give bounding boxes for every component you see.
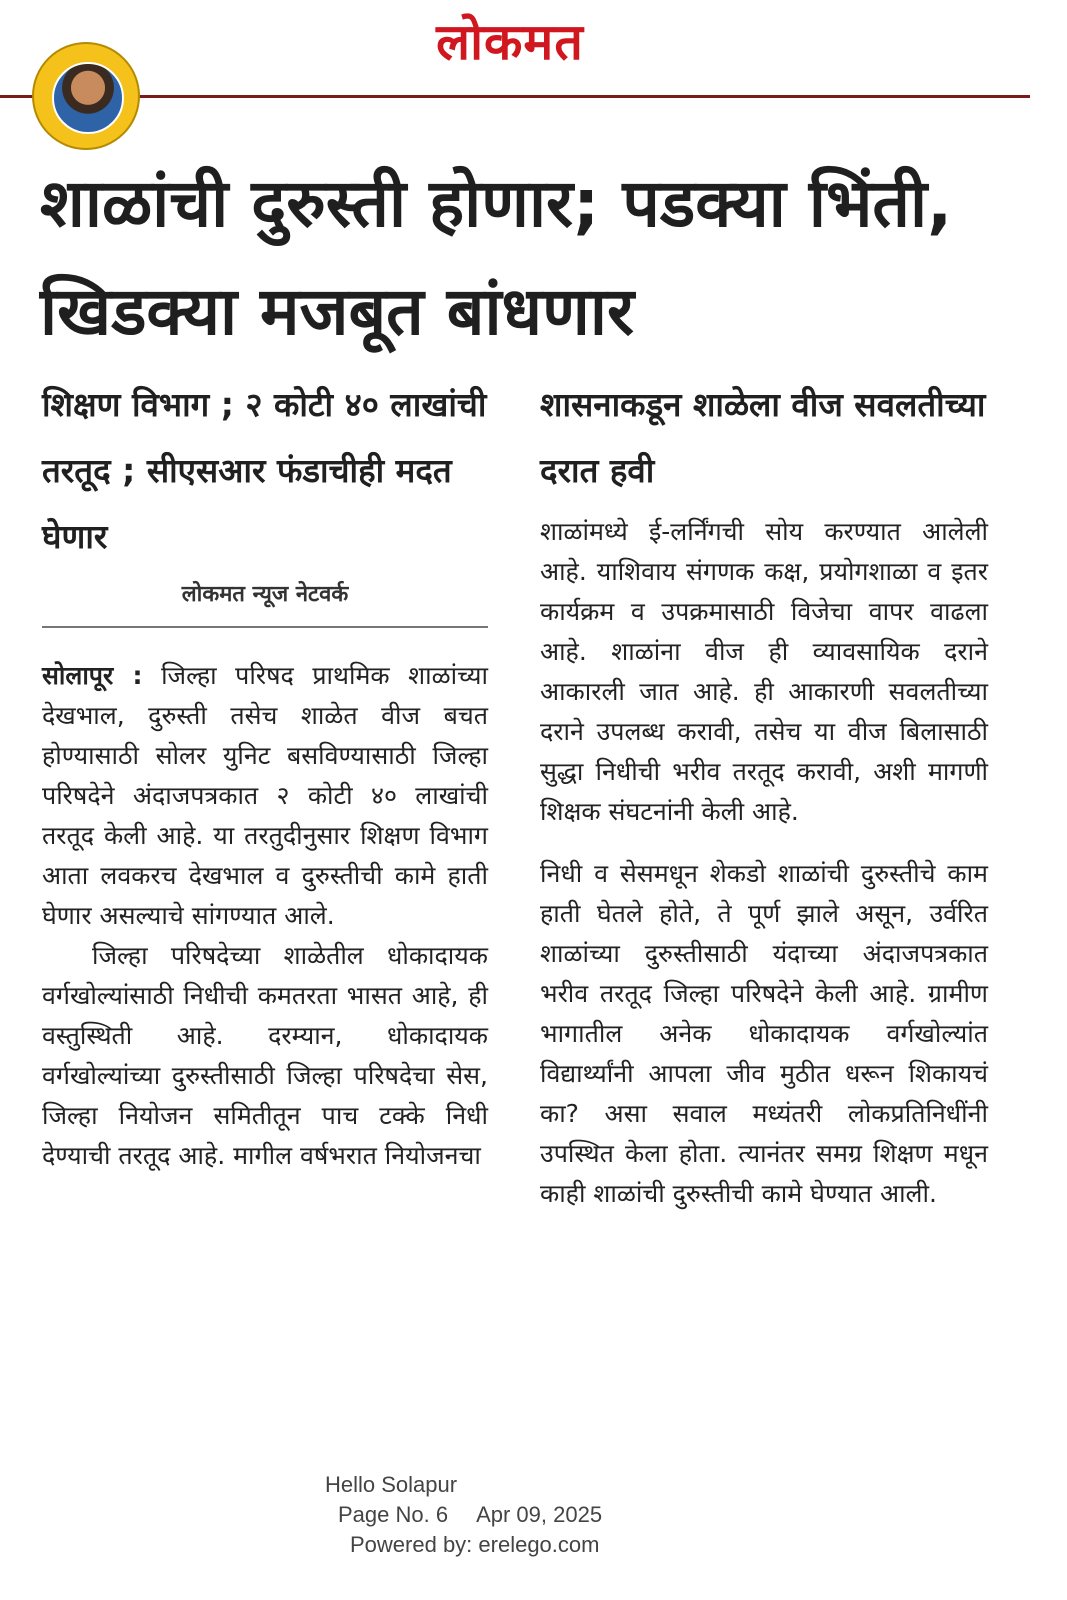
right-para-1: शाळांमध्ये ई-लर्निंगची सोय करण्यात आलेली आहे. याशिवाय संगणक कक्ष, प्रयोगशाळा व इतर कार्यक्रम व उपक्रमासाठी विजेचा वापर वाढला आहे. शाळांना वीज ही व्यावसायिक दराने आकारली जात आहे. ही आकारणी सवलतीच्या दराने उपलब्ध करावी, तसेच या वीज बिलासाठी सुद्धा निधीची भरीव तरतूद करावी, अशी मागणी शिक्षक संघटनांनी केली आहे. bbox=[540, 517, 988, 826]
footer-edition: Hello Solapur bbox=[325, 1472, 458, 1497]
newspaper-logo: लोकमत bbox=[436, 13, 584, 71]
author-badge-logo bbox=[32, 42, 140, 150]
right-column bbox=[540, 372, 988, 1214]
footer-page-line bbox=[300, 1500, 700, 1530]
right-subhead: शासनाकडून शाळेला वीज सवलतीच्या दरात हवी bbox=[540, 385, 986, 490]
masthead bbox=[0, 0, 1067, 100]
left-subhead: शिक्षण विभाग ; २ कोटी ४० लाखांची तरतूद ; सीएसआर फंडाचीही मदत घेणार bbox=[42, 385, 487, 556]
footer-page: Page No. 6 bbox=[338, 1502, 449, 1527]
footer-powered: Powered by: erelego.com bbox=[350, 1532, 600, 1557]
footer bbox=[300, 1470, 700, 1560]
byline: लोकमत न्यूज नेटवर्क bbox=[181, 582, 349, 607]
left-column bbox=[42, 372, 488, 1176]
masthead-rule bbox=[0, 95, 1030, 98]
footer-date: Apr 09, 2025 bbox=[476, 1502, 603, 1527]
left-para-1 bbox=[42, 656, 488, 936]
left-para-2: जिल्हा परिषदेच्या शाळेतील धोकादायक वर्गखोल्यांसाठी निधीची कमतरता भासत आहे, ही वस्तुस्थिती आहे. दरम्यान, धोकादायक वर्गखोल्यांच्या दुरुस्तीसाठी जिल्हा परिषदेचा सेस, जिल्हा नियोजन समितीतून पाच टक्के निधी देण्याची तरतूद आहे. मागील वर्षभरात नियोजनचा bbox=[42, 941, 488, 1170]
left-para-1-text: जिल्हा परिषद प्राथमिक शाळांच्या देखभाल, दुरुस्ती तसेच शाळेत वीज बचत होण्यासाठी सोलर युनिट बसविण्यासाठी जिल्हा परिषदेने अंदाजपत्रकात २ कोटी ४० लाखांची तरतूद केली आहे. या तरतुदीनुसार शिक्षण विभाग आता लवकरच देखभाल व दुरुस्तीची कामे हाती घेणार असल्याचे सांगण्यात आले. bbox=[42, 661, 488, 930]
right-para-2: निधी व सेसमधून शेकडो शाळांची दुरुस्तीचे काम हाती घेतले होते, ते पूर्ण झाले असून, उर्वरित शाळांच्या दुरुस्तीसाठी यंदाच्या अंदाजपत्रकात भरीव तरतूद जिल्हा परिषदेने केली आहे. ग्रामीण भागातील अनेक धोकादायक वर्गखोल्यांत विद्यार्थ्यांनी आपला जीव मुठीत धरून शिकायचं का? असा सवाल मध्यंतरी लोकप्रतिनिधींनी उपस्थित केला होता. त्यानंतर समग्र शिक्षण मधून काही शाळांची दुरुस्तीची कामे घेण्यात आली. bbox=[540, 859, 988, 1208]
dateline: सोलापूर : bbox=[42, 661, 143, 690]
avatar bbox=[52, 62, 124, 134]
headline: शाळांची दुरुस्ती होणार; पडक्या भिंती, खिडक्या मजबूत बांधणार bbox=[40, 165, 953, 350]
divider bbox=[42, 626, 488, 628]
